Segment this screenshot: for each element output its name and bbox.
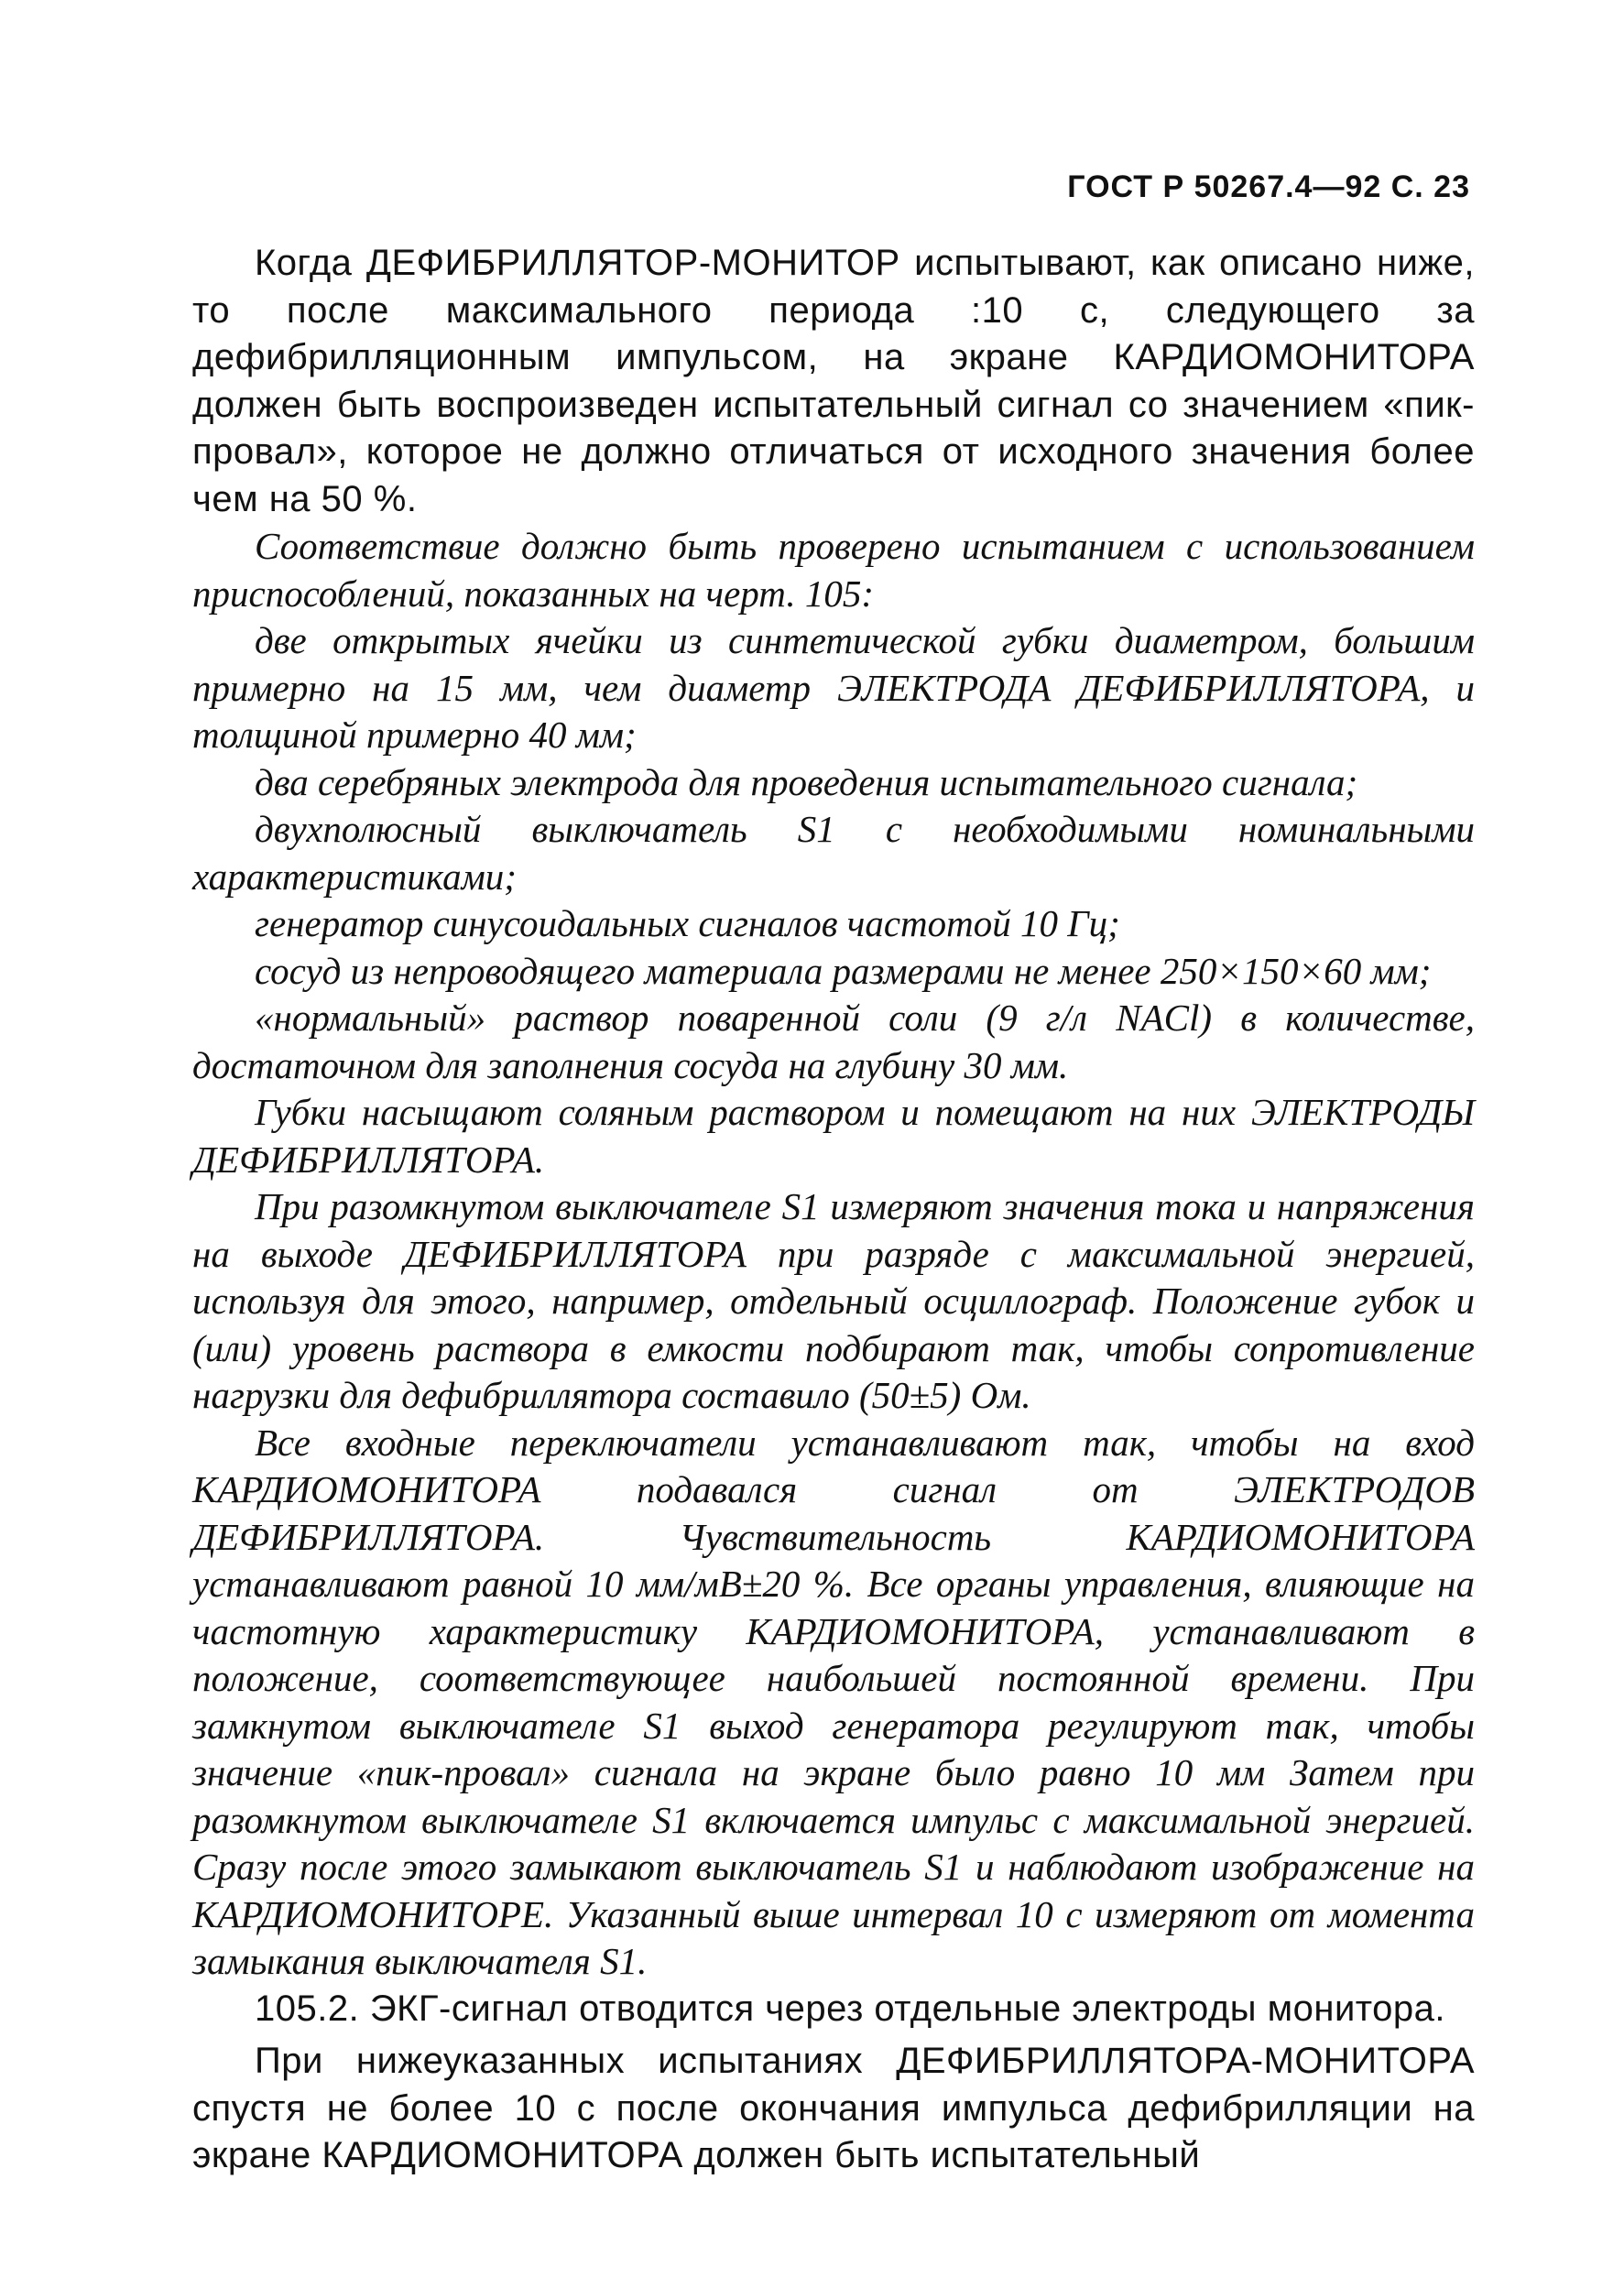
list-item-switch: двухполюсный выключатель S1 с необходимыми номинальными характеристиками; (192, 808, 1475, 898)
list-item-sponges: две открытых ячейки из синтетической губки диаметром, большим примерно на 15 мм, чем диаметр ЭЛЕКТРОДА ДЕФИБРИЛЛЯТОРА, и толщиной примерно 40 мм; (192, 619, 1475, 756)
paragraph-105-2: 105.2. ЭКГ-сигнал отводится через отдельные электроды монитора. (255, 1988, 1446, 2029)
paragraph-compliance: Соответствие должно быть проверено испытанием с использованием приспособлений, показанных на черт. 105: (192, 525, 1475, 615)
running-header: ГОСТ Р 50267.4—92 С. 23 (1067, 169, 1470, 204)
paragraph-tests-continued: При нижеуказанных испытаниях ДЕФИБРИЛЛЯТОРА-МОНИТОРА спустя не более 10 с после окончания импульса дефибрилляции на экране КАРДИОМОНИТОРА должен быть испытательный (192, 2041, 1475, 2175)
list-item-vessel: сосуд из непроводящего материала размерами не менее 250×150×60 мм; (255, 949, 1432, 992)
list-item-saline: «нормальный» раствор поваренной соли (9 г/л NACl) в количестве, достаточном для заполнения сосуда на глубину 30 мм. (192, 997, 1475, 1086)
paragraph-open-switch: При разомкнутом выключателе S1 измеряют значения тока и напряжения на выходе ДЕФИБРИЛЛЯТОРА при разряде с максимальной энергией, используя для этого, например, отдельный осциллограф. Положение губок и (или) уровень раствора в емкости подбирают так, чтобы сопротивление нагрузки для дефибриллятора составило (50±5) Ом. (192, 1185, 1475, 1416)
list-item-generator: генератор синусоидальных сигналов частотой 10 Гц; (255, 902, 1120, 944)
paragraph-input-switches: Все входные переключатели устанавливают так, чтобы на вход КАРДИОМОНИТОРА подавался сигнал от ЭЛЕКТРОДОВ ДЕФИБРИЛЛЯТОРА. Чувствительность КАРДИОМОНИТОРА устанавливают равной 10 мм/мВ±20 %. Все органы управления, влияющие на частотную характеристику КАРДИОМОНИТОРА, устанавливают в положение, соответствующее наибольшей постоянной времени. При замкнутом выключателе S1 выход генератора регулируют так, чтобы значение «пик-провал» сигнала на экране было равно 10 мм Затем при разомкнутом выключателе S1 включается импульс с максимальной энергией. Сразу после этого замыкают выключатель S1 и наблюдают изображение на КАРДИОМОНИТОРЕ. Указанный выше интервал 10 с измеряют от момента замыкания выключателя S1. (192, 1421, 1475, 1982)
body-text (192, 240, 1475, 2180)
list-item-silver-electrodes: два серебряных электрода для проведения испытательного сигнала; (255, 760, 1358, 803)
paragraph-sponges-saturated: Губки насыщают соляным раствором и помещают на них ЭЛЕКТРОДЫ ДЕФИБРИЛЛЯТОРА. (192, 1091, 1475, 1181)
paragraph-requirement: Когда ДЕФИБРИЛЛЯТОР-МОНИТОР испытывают, как описано ниже, то после максимального периода :10 с, следующего за дефибрилляционным импульсом, на экране КАРДИОМОНИТОРА должен быть воспроизведен испытательный сигнал со значением «пик-провал», которое не должно отличаться от исходного значения более чем на 50 %. (192, 243, 1475, 519)
